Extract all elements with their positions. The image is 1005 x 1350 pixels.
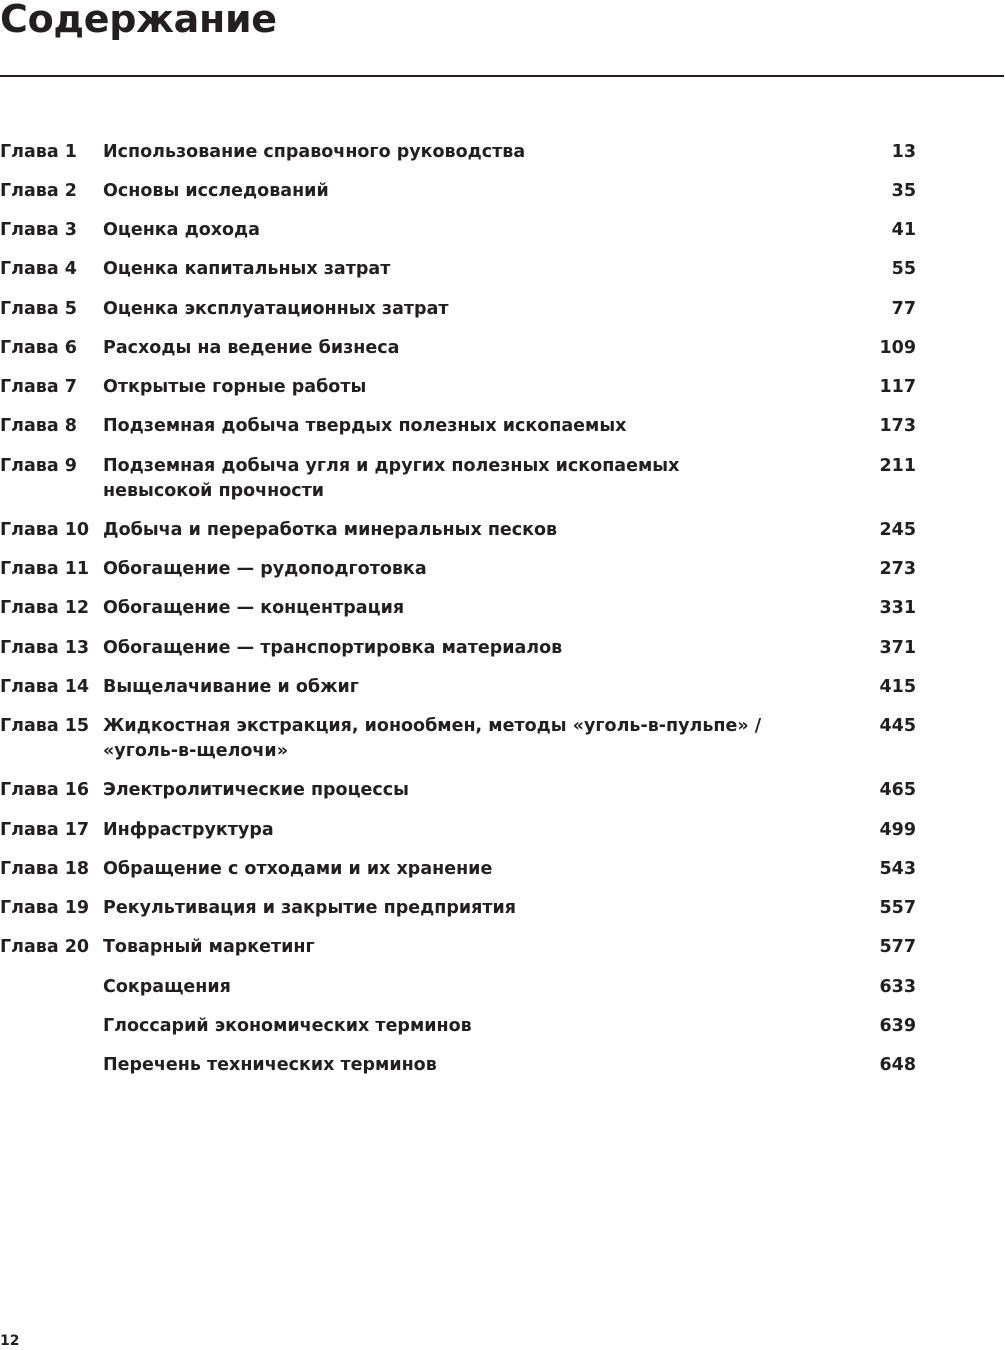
toc-page-number: 109 <box>879 338 916 358</box>
toc-entry-title: Использование справочного руководства <box>103 142 526 162</box>
toc-entry-title: Жидкостная экстракция, ионообмен, методы «уголь-в-пульпе» / «уголь-в-щелочи» <box>103 716 762 761</box>
toc-chapter-label: Глава 6 <box>0 338 77 358</box>
toc-chapter-label: Глава 10 <box>0 520 90 540</box>
toc-chapter-label: Глава 7 <box>0 377 77 397</box>
toc-chapter-label: Глава 15 <box>0 716 90 736</box>
toc-entry-title: Основы исследований <box>103 181 329 201</box>
page-title: Содержание <box>0 0 277 41</box>
toc-entry-title: Обогащение — рудоподготовка <box>103 559 427 579</box>
toc-page-number: 371 <box>879 638 916 658</box>
toc-entry-title: Расходы на ведение бизнеса <box>103 338 400 358</box>
toc-page-number: 465 <box>879 780 916 800</box>
toc-page-number: 639 <box>879 1016 916 1036</box>
toc-page-number: 41 <box>891 220 916 240</box>
toc-page-number: 648 <box>879 1055 916 1075</box>
toc-entry-title: Оценка капитальных затрат <box>103 259 391 279</box>
toc-entry-title: Обращение с отходами и их хранение <box>103 859 493 879</box>
toc-page-number: 543 <box>879 859 916 879</box>
toc-entry-title: Инфраструктура <box>103 820 274 840</box>
title-divider <box>0 75 1004 77</box>
toc-page-number: 13 <box>891 142 916 162</box>
toc-entry-title: Обогащение — концентрация <box>103 598 405 618</box>
toc-chapter-label: Глава 5 <box>0 299 77 319</box>
toc-page-number: 445 <box>879 716 916 736</box>
toc-entry-title: Выщелачивание и обжиг <box>103 677 359 697</box>
toc-entry-title: Перечень технических терминов <box>103 1055 437 1075</box>
toc-entry-title: Электролитические процессы <box>103 780 409 800</box>
toc-page-number: 211 <box>879 456 916 476</box>
toc-chapter-label: Глава 20 <box>0 937 90 957</box>
toc-page-number: 245 <box>879 520 916 540</box>
toc-entry-title: Оценка эксплуатационных затрат <box>103 299 449 319</box>
toc-entry-title: Оценка дохода <box>103 220 260 240</box>
toc-chapter-label: Глава 8 <box>0 416 77 436</box>
toc-entry-title: Добыча и переработка минеральных песков <box>103 520 558 540</box>
toc-page-number: 499 <box>879 820 916 840</box>
toc-chapter-label: Глава 18 <box>0 859 90 879</box>
page-number: 12 <box>0 1333 20 1349</box>
toc-chapter-label: Глава 4 <box>0 259 77 279</box>
toc-page-number: 273 <box>879 559 916 579</box>
toc-chapter-label: Глава 16 <box>0 780 90 800</box>
toc-chapter-label: Глава 14 <box>0 677 90 697</box>
toc-page-number: 77 <box>891 299 916 319</box>
toc-entry-title: Обогащение — транспортировка материалов <box>103 638 563 658</box>
toc-page-number: 35 <box>891 181 916 201</box>
toc-chapter-label: Глава 12 <box>0 598 90 618</box>
toc-page-number: 415 <box>879 677 916 697</box>
toc-page-number: 577 <box>879 937 916 957</box>
toc-chapter-label: Глава 11 <box>0 559 90 579</box>
toc-entry-title: Глоссарий экономических терминов <box>103 1016 472 1036</box>
toc-entry-title: Товарный маркетинг <box>103 937 315 957</box>
toc-chapter-label: Глава 17 <box>0 820 90 840</box>
toc-chapter-label: Глава 2 <box>0 181 77 201</box>
toc-entry-title: Открытые горные работы <box>103 377 367 397</box>
toc-chapter-label: Глава 9 <box>0 456 77 476</box>
toc-page-number: 117 <box>879 377 916 397</box>
toc-page-number: 173 <box>879 416 916 436</box>
toc-entry-title: Подземная добыча угля и других полезных ископаемых невысокой прочности <box>103 456 680 501</box>
toc-entry-title: Сокращения <box>103 977 231 997</box>
toc-chapter-label: Глава 1 <box>0 142 77 162</box>
toc-page-number: 331 <box>879 598 916 618</box>
toc-chapter-label: Глава 19 <box>0 898 90 918</box>
toc-chapter-label: Глава 13 <box>0 638 90 658</box>
toc-page-number: 557 <box>879 898 916 918</box>
toc-entry-title: Рекультивация и закрытие предприятия <box>103 898 517 918</box>
toc-entry-title: Подземная добыча твердых полезных ископаемых <box>103 416 627 436</box>
toc-page-number: 633 <box>879 977 916 997</box>
toc-page-number: 55 <box>891 259 916 279</box>
toc-chapter-label: Глава 3 <box>0 220 77 240</box>
